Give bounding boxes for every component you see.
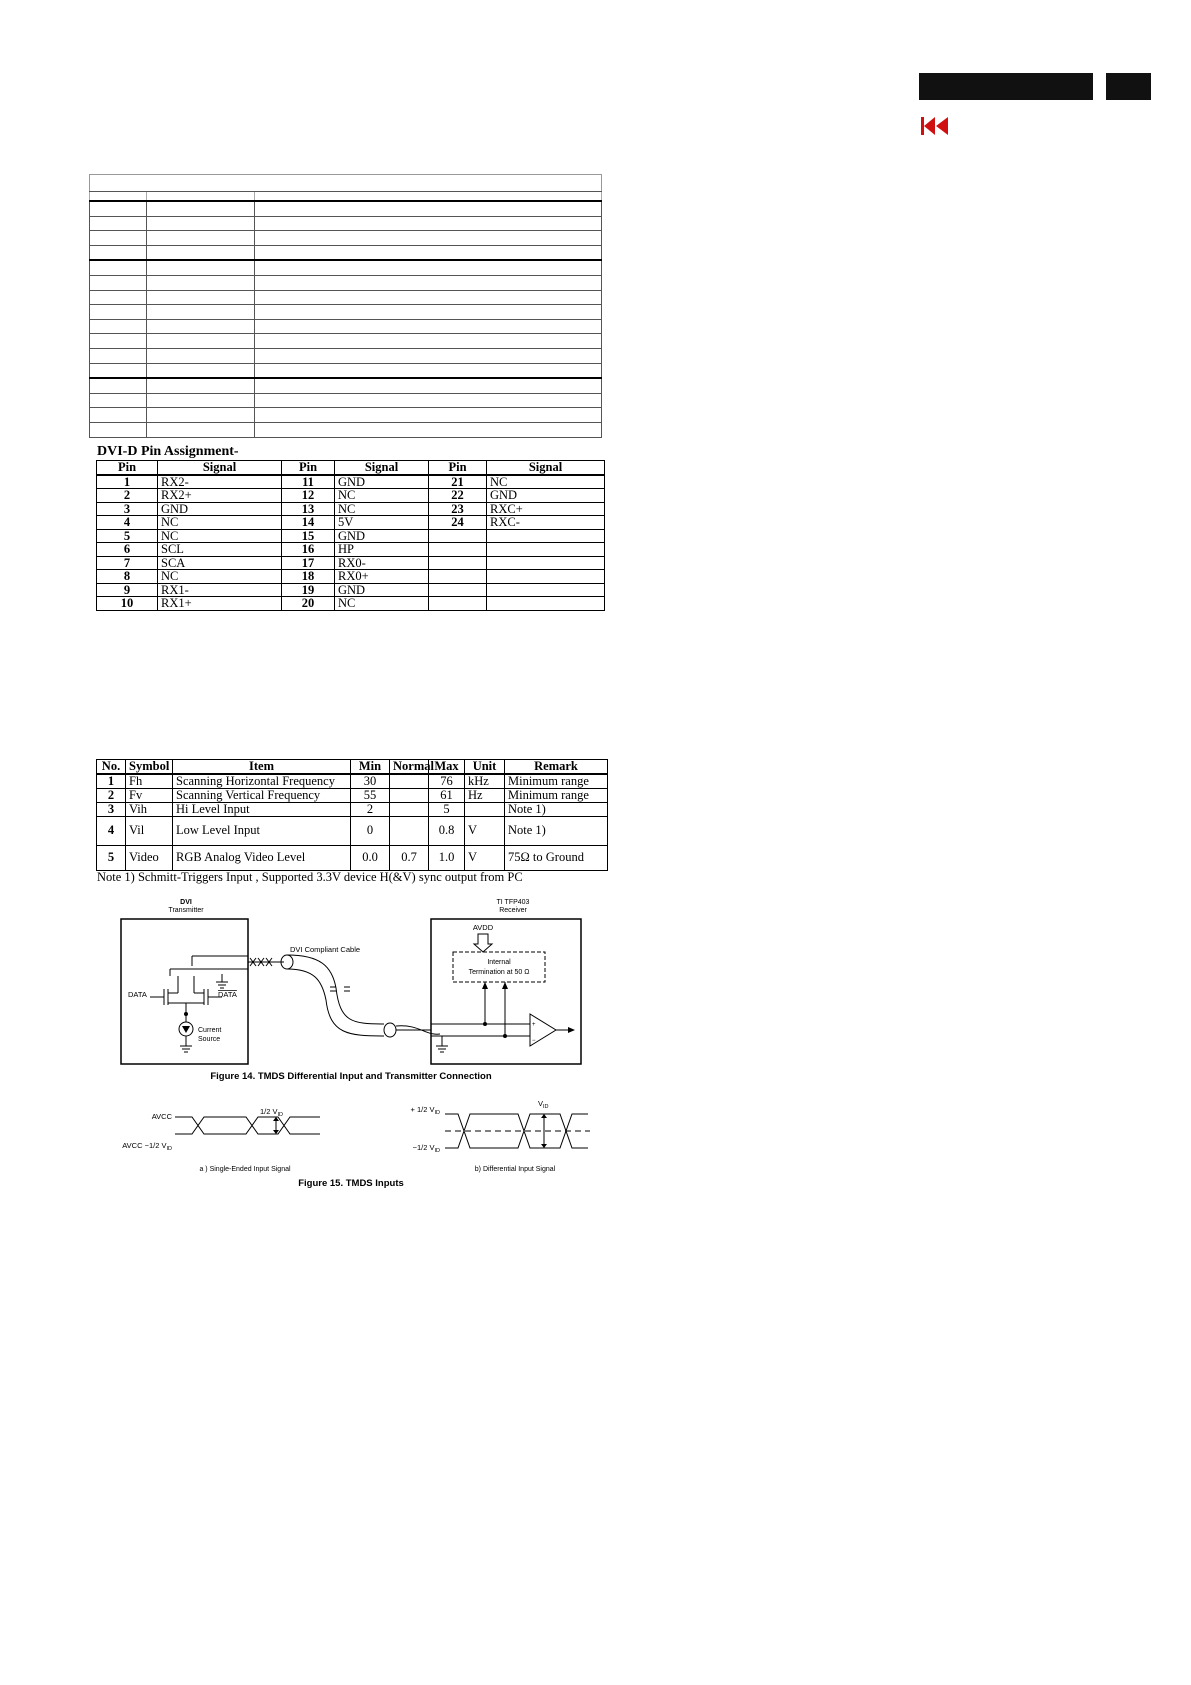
signal-cell: NC	[335, 502, 429, 516]
signal-cell: 5V	[335, 516, 429, 530]
pin-number-cell: 5	[97, 529, 158, 543]
pin-table-row	[97, 597, 605, 611]
pin-number-cell: 12	[282, 489, 335, 503]
pin-number-cell: 16	[282, 543, 335, 557]
spec-cell: Note 1)	[505, 816, 608, 845]
pin-number-cell	[429, 583, 487, 597]
receiver-label: Receiver	[499, 907, 527, 914]
header-cell: Remark	[505, 760, 608, 774]
pin-table-row	[97, 475, 605, 489]
signal-cell: GND	[158, 502, 282, 516]
signal-cell	[487, 583, 605, 597]
pin-number-cell: 4	[97, 516, 158, 530]
transmitter-label: DVI	[180, 899, 192, 906]
spec-cell: Video	[126, 845, 173, 870]
pin-number-cell: 6	[97, 543, 158, 557]
spec-cell: 61	[429, 788, 465, 802]
spec-cell: Scanning Vertical Frequency	[173, 788, 351, 802]
header-cell: Pin	[97, 461, 158, 475]
spec-cell: Low Level Input	[173, 816, 351, 845]
spec-cell: V	[465, 845, 505, 870]
header-cell: Signal	[158, 461, 282, 475]
current-source-label: Source	[198, 1036, 221, 1043]
svg-text:−: −	[532, 1038, 536, 1044]
data-right-label: DATA	[218, 990, 237, 999]
input-spec-table	[96, 759, 608, 871]
dvi-d-pin-table	[96, 460, 605, 611]
pin-table-row	[97, 502, 605, 516]
plus-half-vid-label: + 1/2 $V_{ID}$	[410, 1105, 440, 1116]
signal-cell: NC	[335, 597, 429, 611]
pin-table-row	[97, 529, 605, 543]
spec-note: Note 1) Schmitt-Triggers Input , Supported 3.3V device H(&V) sync output from PC	[97, 870, 523, 884]
spec-cell: kHz	[465, 774, 505, 789]
spec-table-header	[97, 760, 608, 774]
pin-number-cell: 20	[282, 597, 335, 611]
receiver-box	[431, 919, 581, 1064]
spec-cell: Hz	[465, 788, 505, 802]
spec-table-row	[97, 788, 608, 802]
header-cell: Pin	[282, 461, 335, 475]
signal-cell: NC	[158, 516, 282, 530]
cable-label: DVI Compliant Cable	[290, 945, 361, 954]
pin-number-cell	[429, 529, 487, 543]
figure-14-diagram	[100, 896, 600, 1088]
signal-cell: RX1-	[158, 583, 282, 597]
data-left-label: DATA	[128, 990, 147, 999]
header-cell: No.	[97, 760, 126, 774]
spec-cell: Hi Level Input	[173, 802, 351, 816]
half-vid-label: 1/2 $V_{ID}$	[260, 1107, 284, 1118]
pin-table-row	[97, 489, 605, 503]
signal-cell	[487, 556, 605, 570]
header-cell: Signal	[487, 461, 605, 475]
pin-number-cell: 14	[282, 516, 335, 530]
spec-cell	[390, 802, 429, 816]
signal-cell: GND	[335, 529, 429, 543]
signal-cell: SCL	[158, 543, 282, 557]
pin-number-cell: 3	[97, 502, 158, 516]
spec-table-row	[97, 845, 608, 870]
minus-half-vid-label: −1/2 $V_{ID}$	[412, 1143, 440, 1154]
signal-cell: RX2+	[158, 489, 282, 503]
blank-pin-grid	[89, 174, 602, 438]
pin-number-cell: 15	[282, 529, 335, 543]
pin-number-cell: 13	[282, 502, 335, 516]
pin-number-cell	[429, 556, 487, 570]
spec-cell: 1.0	[429, 845, 465, 870]
signal-cell: GND	[335, 583, 429, 597]
caption-b: b) Differential Input Signal	[474, 1166, 556, 1173]
spec-table-row	[97, 816, 608, 845]
spec-cell	[390, 816, 429, 845]
spec-cell: 4	[97, 816, 126, 845]
header-cell: Signal	[335, 461, 429, 475]
signal-cell: NC	[487, 475, 605, 489]
avcc-minus-label: AVCC −1/2 $V_{ID}$	[122, 1141, 172, 1152]
dvi-d-pin-assignment-title: DVI-D Pin Assignment-	[97, 444, 239, 459]
pin-table-row	[97, 543, 605, 557]
pin-number-cell: 1	[97, 475, 158, 489]
spec-cell: 3	[97, 802, 126, 816]
spec-cell: V	[465, 816, 505, 845]
termination-label: Termination at 50 Ω	[468, 969, 530, 976]
spec-cell	[465, 802, 505, 816]
transmitter-label: Transmitter	[168, 907, 204, 914]
pin-table-row	[97, 583, 605, 597]
pin-table-header	[97, 461, 605, 475]
pin-number-cell: 24	[429, 516, 487, 530]
spec-cell: Vil	[126, 816, 173, 845]
pin-table-row	[97, 516, 605, 530]
signal-cell: RX1+	[158, 597, 282, 611]
signal-cell	[487, 570, 605, 584]
signal-cell: NC	[158, 570, 282, 584]
spec-cell: Vih	[126, 802, 173, 816]
skip-back-icon[interactable]	[921, 116, 949, 136]
avcc-label: AVCC	[151, 1112, 172, 1121]
header-cell: Min	[351, 760, 390, 774]
spec-cell: Note 1)	[505, 802, 608, 816]
pin-number-cell: 2	[97, 489, 158, 503]
spec-cell: 0.8	[429, 816, 465, 845]
spec-cell: Scanning Horizontal Frequency	[173, 774, 351, 789]
avdd-label: AVDD	[472, 923, 494, 932]
signal-cell: RXC-	[487, 516, 605, 530]
pin-number-cell: 22	[429, 489, 487, 503]
spec-cell: 55	[351, 788, 390, 802]
header-cell: Item	[173, 760, 351, 774]
spec-cell: 2	[351, 802, 390, 816]
signal-cell: RXC+	[487, 502, 605, 516]
header-cell: Pin	[429, 461, 487, 475]
signal-cell: RX2-	[158, 475, 282, 489]
spec-cell	[390, 788, 429, 802]
spec-cell: Fh	[126, 774, 173, 789]
header-title-bar	[919, 73, 1093, 100]
spec-cell: 1	[97, 774, 126, 789]
caption-a: a ) Single-Ended Input Signal	[199, 1166, 291, 1173]
header-cell: Unit	[465, 760, 505, 774]
pin-number-cell: 9	[97, 583, 158, 597]
spec-cell: 75Ω to Ground	[505, 845, 608, 870]
signal-cell	[487, 543, 605, 557]
signal-cell: GND	[335, 475, 429, 489]
svg-text:+: +	[532, 1022, 536, 1028]
spec-cell: 5	[429, 802, 465, 816]
pin-number-cell: 10	[97, 597, 158, 611]
vid-label: $V_{ID}$	[538, 1099, 549, 1110]
spec-cell	[390, 774, 429, 789]
header-page-number-bar	[1106, 73, 1151, 100]
spec-cell: 76	[429, 774, 465, 789]
signal-cell	[487, 529, 605, 543]
figure-15-diagram	[100, 1092, 600, 1192]
signal-cell: GND	[487, 489, 605, 503]
spec-cell: 30	[351, 774, 390, 789]
figure-14-caption: Figure 14. TMDS Differential Input and Transmitter Connection	[210, 1071, 492, 1082]
signal-cell: RX0+	[335, 570, 429, 584]
spec-cell: RGB Analog Video Level	[173, 845, 351, 870]
figure-15-caption: Figure 15. TMDS Inputs	[298, 1178, 404, 1189]
pin-number-cell	[429, 543, 487, 557]
pin-number-cell: 23	[429, 502, 487, 516]
pin-number-cell: 18	[282, 570, 335, 584]
spec-cell: 2	[97, 788, 126, 802]
pin-number-cell	[429, 570, 487, 584]
pin-number-cell: 17	[282, 556, 335, 570]
pin-table-row	[97, 556, 605, 570]
spec-cell: 0.7	[390, 845, 429, 870]
header-cell: Symbol	[126, 760, 173, 774]
spec-cell: Minimum range	[505, 788, 608, 802]
pin-number-cell: 11	[282, 475, 335, 489]
pin-number-cell: 8	[97, 570, 158, 584]
termination-label: Internal	[487, 959, 511, 966]
signal-cell: SCA	[158, 556, 282, 570]
pin-number-cell: 21	[429, 475, 487, 489]
header-cell: Normal	[390, 760, 429, 774]
signal-cell: RX0-	[335, 556, 429, 570]
spec-cell: 5	[97, 845, 126, 870]
pin-number-cell	[429, 597, 487, 611]
header-cell: Max	[429, 760, 465, 774]
signal-cell	[487, 597, 605, 611]
spec-cell: 0	[351, 816, 390, 845]
spec-cell: Minimum range	[505, 774, 608, 789]
spec-cell: 0.0	[351, 845, 390, 870]
pin-number-cell: 7	[97, 556, 158, 570]
signal-cell: NC	[158, 529, 282, 543]
spec-table-row	[97, 802, 608, 816]
signal-cell: NC	[335, 489, 429, 503]
spec-cell: Fv	[126, 788, 173, 802]
spec-table-row	[97, 774, 608, 789]
signal-cell: HP	[335, 543, 429, 557]
current-source-label: Current	[198, 1027, 222, 1034]
pin-number-cell: 19	[282, 583, 335, 597]
pin-table-row	[97, 570, 605, 584]
receiver-label: TI TFP403	[496, 899, 530, 906]
